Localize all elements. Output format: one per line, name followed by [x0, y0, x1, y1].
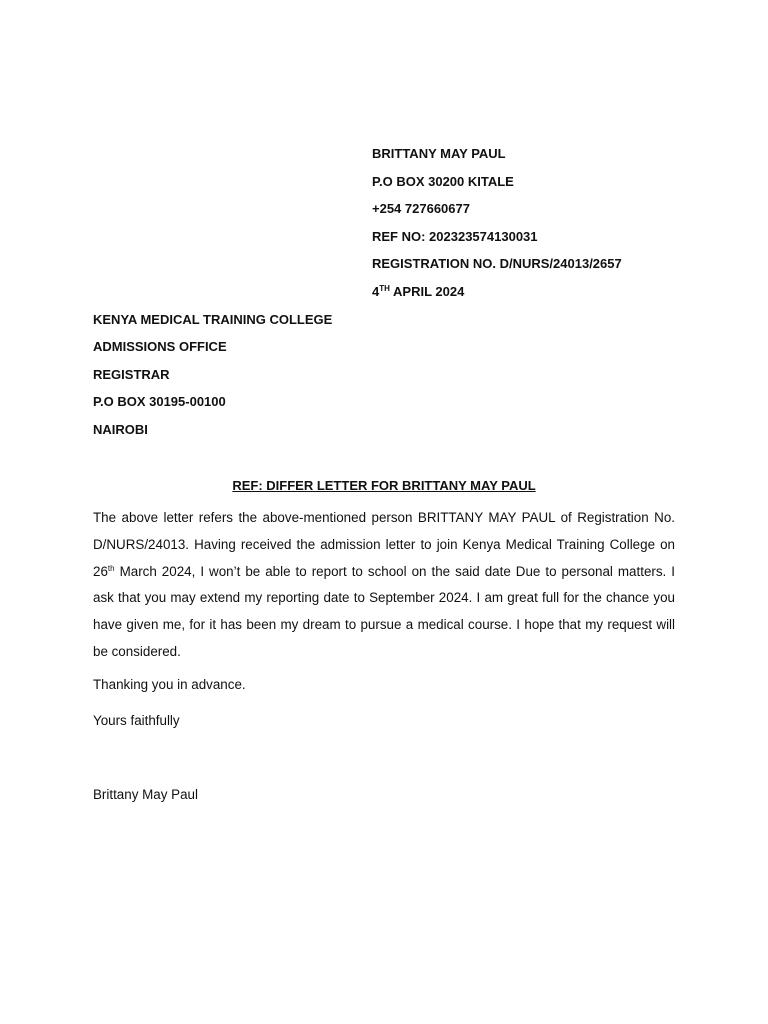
- subject-line: REF: DIFFER LETTER FOR BRITTANY MAY PAUL: [232, 478, 536, 493]
- letter-date: [372, 284, 622, 312]
- recipient-city: NAIROBI: [93, 421, 148, 437]
- recipient-title: REGISTRAR: [93, 366, 170, 382]
- recipient-institution: KENYA MEDICAL TRAINING COLLEGE: [93, 312, 333, 327]
- recipient-po-box: P.O BOX 30195-00100: [93, 394, 226, 410]
- recipient-address-block: [93, 312, 332, 449]
- sender-phone: +254 727660677: [372, 201, 470, 217]
- body-text-part2: March 2024, I won’t be able to report to school on the said date Due to personal matters. I ask that you may extend my reporting date to September 2024. I am great full for the chance you have given me, for it has been my dream to pursue a medical course. I hope that my request will be considered.: [93, 563, 675, 659]
- recipient-office: ADMISSIONS OFFICE: [93, 339, 227, 355]
- body-text-part1: The above letter refers the above-mentioned person BRITTANY MAY PAUL of Registration No. D/NURS/24013. Having received the admission letter to join Kenya Medical Training College on 26: [93, 510, 675, 579]
- date-day: 4: [372, 283, 380, 299]
- sender-ref-no: REF NO: 202323574130031: [372, 228, 538, 244]
- body-date-suffix: th: [107, 563, 115, 573]
- sender-po-box: P.O BOX 30200 KITALE: [372, 173, 514, 189]
- date-month-year: APRIL 2024: [389, 283, 465, 299]
- sender-address-block: [372, 146, 622, 312]
- closing-thanks: Thanking you in advance.: [93, 677, 246, 692]
- closing-valediction: Yours faithfully: [93, 713, 180, 728]
- sender-name: BRITTANY MAY PAUL: [372, 146, 506, 161]
- date-ordinal-suffix: TH: [379, 283, 390, 293]
- signature-name: Brittany May Paul: [93, 787, 198, 802]
- body-paragraph: [93, 505, 675, 666]
- sender-registration-no: REGISTRATION NO. D/NURS/24013/2657: [372, 256, 622, 272]
